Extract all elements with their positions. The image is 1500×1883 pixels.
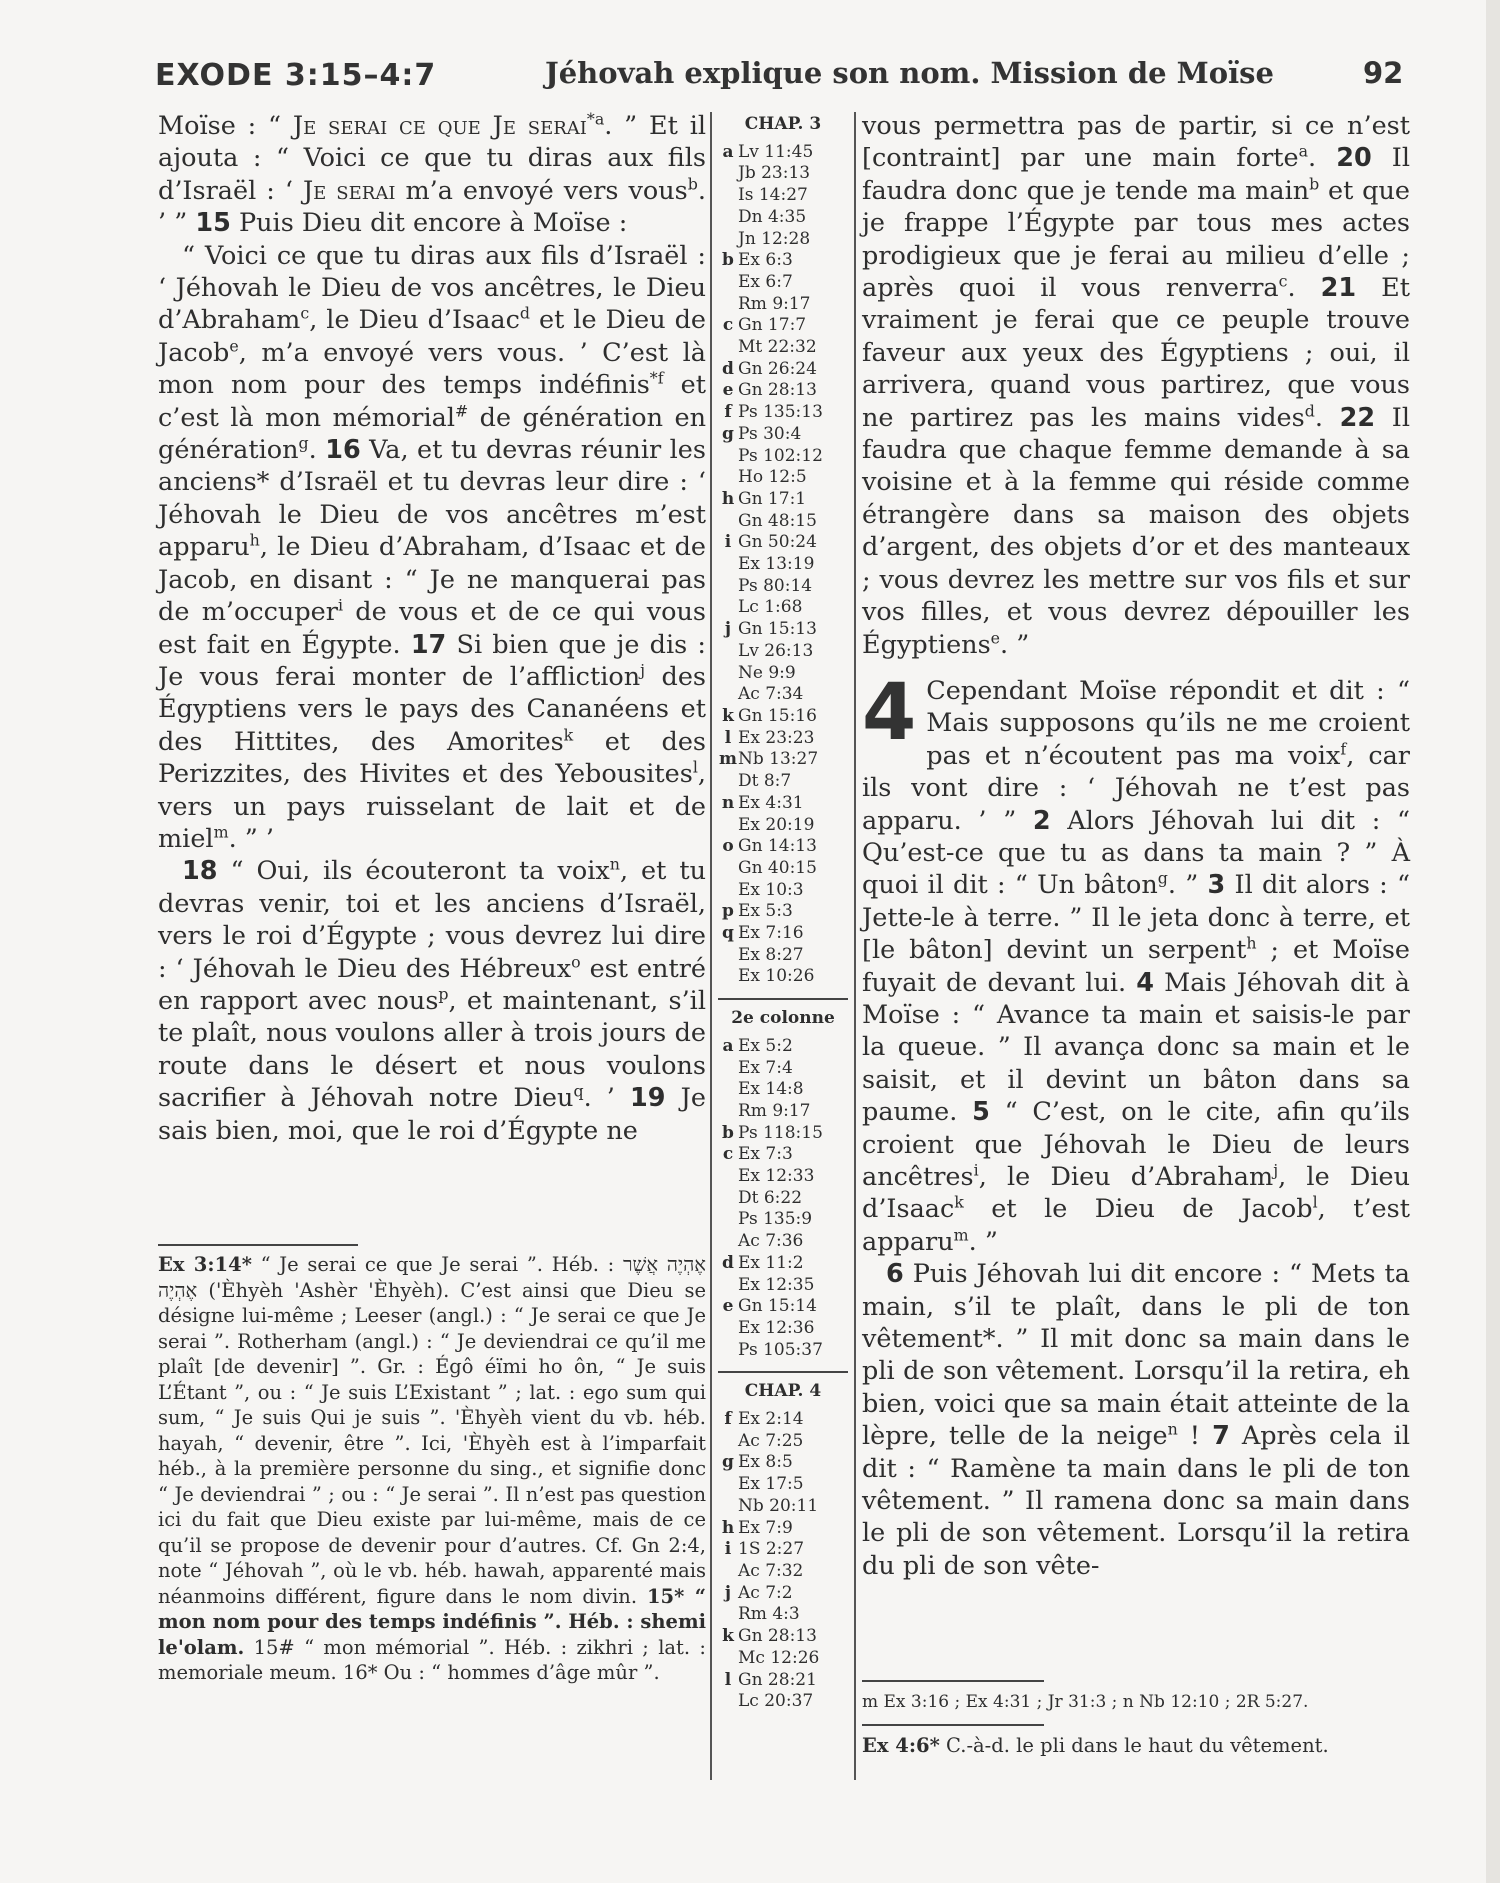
xref-reference-link[interactable]: Ps 30:4 — [738, 423, 802, 444]
xref-entry[interactable] — [718, 728, 848, 750]
footnote-marker: b — [687, 174, 698, 194]
xref-reference-link[interactable]: Ex 17:5 — [738, 1474, 804, 1495]
xref-letter — [718, 1079, 738, 1101]
xref-letter: i — [724, 532, 732, 553]
paragraph-3-18: 18 “ Oui, ils écouteront ta voix$^n$, et tu devras venir, toi et les anciens d’Israël, vers le roi d’Égypte ; vous devrez lui dire : ‘ Jéhovah le Dieu des Hébreux$^o$ est entré en rapport avec nous$^p$, et maintenant, s’il te plaît, nous voulons aller à trois jours de route dans le désert et nous voulons sacrifier à Jéhovah notre Dieu$^q$. ’ 19 Je sais bien, moi, que le roi d’Égypte ne — [158, 854, 706, 1146]
xref-entry[interactable] — [718, 1275, 848, 1297]
xref-reference-link[interactable]: Gn 15:13 — [738, 619, 817, 640]
xref-letter: h — [721, 1517, 735, 1538]
footnote-text-ex4-6: C.-à-d. le pli dans le haut du vêtement. — [946, 1734, 1329, 1757]
xref-reference-link[interactable]: Ex 23:23 — [738, 727, 815, 748]
footnote-refs-m-n: m Ex 3:16 ; Ex 4:31 ; Jr 31:3 ; n Nb 12:10 ; 2R 5:27. — [862, 1692, 1309, 1712]
xref-entry[interactable] — [718, 1079, 848, 1101]
xref-letter: g — [722, 423, 734, 444]
xref-reference-link[interactable]: Gn 28:21 — [738, 1669, 817, 1690]
footnote-marker: j — [640, 660, 646, 680]
xref-letter: l — [724, 1669, 732, 1690]
xref-letter: a — [722, 1035, 734, 1056]
verse-number: 19 — [630, 1083, 666, 1114]
xref-reference-link[interactable]: Nb 13:27 — [738, 749, 819, 770]
xref-reference-link[interactable]: Ex 7:4 — [738, 1057, 793, 1078]
xref-entry[interactable] — [718, 619, 848, 641]
xref-entry[interactable] — [718, 1340, 848, 1362]
xref-letter — [718, 1604, 738, 1626]
xref-entry[interactable] — [718, 1539, 848, 1561]
xref-reference-link[interactable]: Gn 15:14 — [738, 1296, 817, 1317]
divine-name-phrase: Je serai — [302, 175, 396, 206]
xref-letter: e — [722, 380, 734, 401]
xref-reference-link[interactable]: Ex 8:5 — [738, 1452, 793, 1473]
xref-entry[interactable] — [718, 749, 848, 771]
xref-letter: a — [722, 141, 734, 162]
xref-letter — [718, 1561, 738, 1583]
paragraph-3-15: “ Voici ce que tu diras aux fils d’Israël : ‘ Jéhovah le Dieu de vos ancêtres, le Dieu d’Abraham$^c$, le Dieu d’Isaac$^d$ et le Dieu de Jacob$^e$, m’a envoyé vers vous. ’ C’est là mon nom pour des temps indéfinis$^{*f}$ et c’est là mon mémorial# de génération en génération$^g$. 16 Va, et tu devras réunir les anciens* d’Israël et tu devras leur dire : ‘ Jéhovah le Dieu de vos ancêtres m’est apparu$^h$, le Dieu d’Abraham, d’Isaac et de Jacob, en disant : “ Je ne manquerai pas de m’occuper$^i$ de vous et de ce qui vous est fait en Égypte. 17 Si bien que je dis : Je vous ferai monter de l’affliction$^j$ des Égyptiens vers le pays des Cananéens et des Hittites, des Amorites$^k$ et des Perizzites, des Hivites et des Yebousites$^l$, vers un pays ruisselant de lait et de miel$^m$. ” ’ — [158, 240, 707, 854]
xref-heading: CHAP. 3 — [744, 114, 822, 134]
xref-separator — [718, 998, 848, 1000]
xref-entry[interactable] — [718, 576, 848, 598]
footnote-marker: m — [213, 822, 229, 842]
xref-reference-link[interactable]: Ex 2:14 — [738, 1409, 804, 1430]
xref-letter — [718, 511, 738, 533]
xref-reference-link[interactable]: Jn 12:28 — [738, 228, 811, 249]
chapter-number: 4 — [862, 667, 917, 758]
footnote-marker: e — [990, 628, 1001, 647]
xref-letter: e — [722, 1296, 734, 1317]
xref-entry[interactable] — [718, 402, 848, 424]
xref-reference-link[interactable]: Ex 12:33 — [738, 1166, 815, 1187]
xref-letter — [718, 576, 738, 598]
xref-reference-link[interactable]: Lc 1:68 — [738, 597, 803, 618]
xref-reference-link[interactable]: Lv 11:45 — [738, 141, 814, 162]
xref-heading: 2e colonne — [731, 1008, 835, 1029]
xref-letter: l — [724, 727, 732, 748]
xref-entry[interactable] — [718, 1144, 848, 1166]
footnote-marker: g — [1157, 868, 1168, 888]
footnote-marker: l — [692, 757, 698, 777]
xref-entry[interactable] — [718, 1101, 848, 1123]
xref-entry[interactable] — [718, 1058, 848, 1080]
xref-reference-link[interactable]: Ex 10:26 — [738, 966, 815, 987]
xref-entry[interactable] — [718, 1452, 848, 1474]
xref-entry[interactable] — [718, 597, 848, 619]
xref-reference-link[interactable]: Jb 23:13 — [738, 163, 811, 184]
xref-letter: b — [722, 250, 734, 271]
xref-letter — [718, 1188, 738, 1210]
xref-reference-link[interactable]: Dn 4:35 — [738, 206, 807, 227]
xref-entry[interactable] — [718, 1518, 848, 1540]
footnote-marker: d — [1304, 401, 1315, 421]
xref-reference-link[interactable]: Gn 17:7 — [738, 315, 807, 336]
footnote-marker: e — [229, 336, 239, 356]
verse-number: 20 — [1336, 143, 1372, 174]
xref-entry[interactable] — [718, 359, 848, 381]
xref-reference-link[interactable]: 1S 2:27 — [738, 1539, 805, 1560]
xref-letter — [718, 771, 738, 793]
xref-letter — [718, 163, 738, 185]
xref-letter — [718, 641, 738, 663]
xref-entry[interactable] — [718, 641, 848, 663]
xref-reference-link[interactable]: Ex 14:8 — [738, 1079, 804, 1100]
xref-reference-link[interactable]: Gn 14:13 — [738, 836, 817, 857]
xref-reference-link[interactable]: Ex 5:3 — [738, 901, 793, 922]
xref-letter — [718, 1474, 738, 1496]
verse-number: 3 — [1207, 870, 1226, 901]
footnote-rule-right-2 — [862, 1724, 1044, 1726]
xref-letter — [718, 966, 738, 988]
running-head-reference: EXODE 3:15–4:7 — [155, 58, 437, 93]
xref-entry[interactable] — [718, 142, 848, 164]
xref-reference-link[interactable]: Ex 10:3 — [738, 879, 804, 900]
xref-letter: j — [724, 1582, 732, 1603]
xref-reference-link[interactable]: Ac 7:36 — [738, 1231, 804, 1252]
xref-entry[interactable] — [718, 1296, 848, 1318]
xref-entry[interactable] — [718, 793, 848, 815]
xref-entry[interactable] — [718, 1188, 848, 1210]
xref-letter — [718, 1101, 738, 1123]
xref-entry[interactable] — [718, 1318, 848, 1340]
xref-letter — [718, 337, 738, 359]
xref-reference-link[interactable]: Ps 135:13 — [738, 402, 823, 423]
footnote-text-ex3-14: “ Je serai ce que Je serai ”. Héb. : אֶהְיֶה אֲשֶׁר אֶהְיֶה ('Èhyèh 'Ashèr 'Èhyèh). C’est ainsi que Dieu se désigne lui-même ; Leeser (angl.) : “ Je serai ce que Je serai ”. Rotherham (angl.) : “ Je deviendrai ce qu’il me plaît [de devenir] ”. Gr. : Égô éïmi ho ôn, “ Je suis L’Étant ”, ou : “ Je suis L’Existant ” ; lat. : ego sum qui sum, “ Je suis Qui je suis ”. 'Èhyèh vient du vb. héb. hayah, “ devenir, être ”. Ici, 'Èhyèh est à l’imparfait héb., à la première personne du sing., et signifie donc “ Je deviendrai ” ; ou : “ Je serai ”. Il n’est pas question ici du fait que Dieu existe par lui-même, mais de ce qu’il se propose de devenir pour d’autres. Cf. Gn 2:4, note “ Jéhovah ”, où le vb. héb. hawah, apparenté mais néanmoins différent, figure dans le nom divin. — [158, 1253, 706, 1608]
xref-letter — [718, 1058, 738, 1080]
xref-reference-link[interactable]: Mc 12:26 — [738, 1647, 820, 1668]
footnote-marker: n — [1167, 1419, 1178, 1439]
xref-entry[interactable] — [718, 380, 848, 402]
xref-letter — [718, 1431, 738, 1453]
xref-reference-link[interactable]: Ex 6:7 — [738, 271, 793, 292]
paragraph-chapter-4 — [862, 667, 1411, 1258]
footnote-marker: m — [953, 1225, 969, 1245]
xref-entry[interactable] — [718, 771, 848, 793]
xref-reference-link[interactable]: Rm 4:3 — [738, 1604, 800, 1625]
xref-letter: j — [724, 619, 732, 640]
footnote-marker: c — [1278, 271, 1288, 291]
xref-reference-link[interactable]: Nb 20:11 — [738, 1495, 819, 1516]
xref-letter — [718, 880, 738, 902]
xref-letter — [718, 684, 738, 706]
xref-entry[interactable] — [718, 532, 848, 554]
xref-letter — [718, 1318, 738, 1340]
xref-entry[interactable] — [718, 163, 848, 185]
footnote-marker: f — [1340, 739, 1347, 759]
xref-reference-link[interactable]: Ex 13:19 — [738, 554, 815, 575]
xref-entry[interactable] — [718, 684, 848, 706]
xref-entry[interactable] — [718, 1431, 848, 1453]
xref-reference-link[interactable]: Ex 12:35 — [738, 1274, 815, 1295]
footnotes-left — [158, 1252, 706, 1686]
xref-letter: b — [722, 1122, 734, 1143]
xref-reference-link[interactable]: Lc 20:37 — [738, 1691, 814, 1712]
xref-entry[interactable] — [718, 1583, 848, 1605]
xref-reference-link[interactable]: Ex 5:2 — [738, 1035, 793, 1056]
xref-reference-link[interactable]: Ex 7:9 — [738, 1517, 793, 1538]
xref-letter: d — [722, 358, 734, 379]
footnote-marker: *a — [586, 109, 605, 129]
column-divider-left — [710, 112, 712, 1780]
xref-reference-link[interactable]: Ac 7:25 — [738, 1430, 804, 1451]
xref-letter — [718, 858, 738, 880]
verse-number: 18 — [182, 856, 218, 887]
cross-reference-column — [718, 110, 848, 1713]
xref-entry[interactable] — [718, 1036, 848, 1058]
verse-number: 7 — [1212, 1421, 1230, 1452]
verse-number: 6 — [886, 1259, 904, 1290]
xref-entry[interactable] — [718, 1231, 848, 1253]
footnote-marker: l — [1312, 1192, 1318, 1212]
xref-letter: g — [722, 1452, 734, 1473]
xref-letter — [718, 1340, 738, 1362]
footnote-marker: n — [609, 854, 620, 874]
xref-reference-link[interactable]: Ex 7:16 — [738, 923, 804, 944]
footnote-marker: k — [563, 725, 574, 745]
xref-separator — [718, 1371, 848, 1373]
verse-number: 16 — [325, 435, 361, 466]
xref-entry[interactable] — [718, 923, 848, 945]
xref-letter: k — [722, 705, 734, 726]
xref-reference-link[interactable]: Ex 6:3 — [738, 250, 793, 271]
xref-letter: k — [722, 1626, 734, 1647]
xref-letter — [718, 1648, 738, 1670]
footnote-marker: b — [1309, 174, 1320, 194]
footnote-marker: a — [1298, 141, 1309, 161]
xref-reference-link[interactable]: Ac 7:2 — [738, 1582, 793, 1603]
chapter-4-text: Cependant Moïse répondit et dit : “ Mais supposons qu’ils ne me croient pas et n’écoutent pas ma voix$^f$, car ils vont dire : ‘ Jéhovah ne t’est pas apparu. ’ ” 2 Alors Jéhovah lui dit : “ Qu’est-ce que tu as dans ta main ? ” À quoi il dit : “ Un bâton$^g$. ” 3 Il dit alors : “ Jette-le à terre. ” Il le jeta donc à terre, et [le bâton] devint un serpent$^h$ ; et Moïse fuyait de devant lui. 4 Mais Jéhovah dit à Moïse : “ Avance ta main et saisis-le par la queue. ” Il avança donc sa main et le saisit, et il devint un bâton dans sa paume. 5 “ C’est, on le cite, afin qu’ils croient que Jéhovah le Dieu de leurs ancêtres$^i$, le Dieu d’Abraham$^j$, le Dieu d’Isaac$^k$ et le Dieu de Jacob$^l$, t’est apparu$^m$. ” — [862, 675, 1411, 1257]
xref-entry[interactable] — [718, 945, 848, 967]
xref-heading: CHAP. 4 — [744, 1381, 822, 1402]
xref-entry[interactable] — [718, 424, 848, 446]
footnote-15-star: 15* “ mon nom pour des temps indéfinis ”. Héb. : shemi le'olam. — [158, 1584, 706, 1659]
xref-entry[interactable] — [718, 1166, 848, 1188]
xref-reference-link[interactable]: Ps 118:15 — [738, 1122, 823, 1143]
xref-entry[interactable] — [718, 207, 848, 229]
xref-reference-link[interactable]: Ps 135:9 — [738, 1209, 813, 1230]
xref-letter — [718, 1691, 738, 1713]
xref-reference-link[interactable]: Rm 9:17 — [738, 1100, 811, 1121]
xref-letter — [718, 207, 738, 229]
xref-reference-link[interactable]: Lv 26:13 — [738, 640, 814, 661]
xref-letter — [718, 1496, 738, 1518]
verse-number: 5 — [972, 1097, 990, 1128]
xref-entry[interactable] — [718, 185, 848, 207]
footnote-16-star: 16* Ou : “ hommes d’âge mûr ”. — [342, 1661, 660, 1684]
xref-letter: i — [724, 1539, 732, 1560]
footnote-marker: o — [571, 952, 581, 972]
xref-letter: q — [722, 923, 734, 944]
xref-reference-link[interactable]: Ex 8:27 — [738, 944, 804, 965]
xref-letter — [718, 1209, 738, 1231]
xref-entry[interactable] — [718, 315, 848, 337]
xref-entry[interactable] — [718, 489, 848, 511]
xref-letter: f — [724, 1409, 732, 1430]
xref-letter — [718, 185, 738, 207]
xref-letter — [718, 294, 738, 316]
xref-reference-link[interactable]: Gn 26:24 — [738, 358, 817, 379]
xref-reference-link[interactable]: Ps 105:37 — [738, 1339, 823, 1360]
xref-entry[interactable] — [718, 1253, 848, 1275]
verse-number: 21 — [1320, 273, 1357, 304]
xref-letter: n — [721, 792, 735, 813]
verse-number: 2 — [1032, 805, 1051, 836]
xref-letter: c — [722, 1144, 734, 1165]
xref-reference-link[interactable]: Gn 40:15 — [738, 857, 817, 878]
xref-letter — [718, 446, 738, 468]
xref-entry[interactable] — [718, 467, 848, 489]
xref-entry[interactable] — [718, 663, 848, 685]
xref-entry[interactable] — [718, 1123, 848, 1145]
xref-reference-link[interactable]: Ex 20:19 — [738, 814, 815, 835]
xref-reference-link[interactable]: Ex 11:2 — [738, 1252, 804, 1273]
xref-entry[interactable] — [718, 1209, 848, 1231]
xref-reference-link[interactable]: Ex 7:3 — [738, 1144, 793, 1165]
verse-number: 17 — [410, 629, 447, 660]
xref-letter: o — [722, 836, 734, 857]
xref-entry[interactable] — [718, 1648, 848, 1670]
xref-letter: p — [722, 901, 734, 922]
xref-entry[interactable] — [718, 1496, 848, 1518]
xref-reference-link[interactable]: Gn 48:15 — [738, 510, 817, 531]
xref-entry[interactable] — [718, 229, 848, 251]
footnote-marker: c — [300, 303, 310, 323]
verse-number: 15 — [195, 208, 231, 239]
xref-entry[interactable] — [718, 1626, 848, 1648]
verse-number: 22 — [1339, 402, 1376, 433]
footnote-marker: # — [454, 401, 469, 421]
xref-reference-link[interactable]: Dt 6:22 — [738, 1187, 803, 1208]
xref-reference-link[interactable]: Ps 80:14 — [738, 575, 813, 596]
xref-letter — [718, 467, 738, 489]
xref-entry[interactable] — [718, 1561, 848, 1583]
page-number: 92 — [1363, 56, 1404, 90]
xref-letter — [718, 554, 738, 576]
footnote-marker: d — [519, 303, 531, 323]
xref-entry[interactable] — [718, 294, 848, 316]
xref-reference-link[interactable]: Gn 28:13 — [738, 1626, 817, 1647]
xref-reference-link[interactable]: Ac 7:34 — [738, 684, 804, 705]
xref-entry[interactable] — [718, 1474, 848, 1496]
xref-reference-link[interactable]: Gn 15:16 — [738, 705, 817, 726]
xref-entry[interactable] — [718, 858, 848, 880]
xref-entry[interactable] — [718, 1604, 848, 1626]
xref-reference-link[interactable]: Dt 8:7 — [738, 771, 792, 792]
xref-letter: c — [722, 315, 734, 336]
footnote-marker: q — [573, 1081, 584, 1101]
footnote-label-ex3-14: Ex 3:14* — [158, 1253, 252, 1276]
xref-reference-link[interactable]: Ac 7:32 — [738, 1561, 804, 1581]
text-column-1 — [158, 110, 706, 1147]
xref-reference-link[interactable]: Gn 28:13 — [738, 380, 817, 401]
xref-entry[interactable] — [718, 815, 848, 837]
xref-letter — [718, 272, 738, 294]
footnote-marker: h — [1246, 933, 1257, 953]
footnote-rule-left — [158, 1244, 358, 1246]
xref-entry[interactable] — [718, 337, 848, 359]
paragraph-3-14: Moïse : “ Je serai ce que Je serai$^{*a}$. ” Et il ajouta : “ Voici ce que tu diras aux fils d’Israël : ‘ Je serai m’a envoyé vers vous$^b$. ’ ” 15 Puis Dieu dit encore à Moïse : — [158, 109, 707, 239]
xref-letter: f — [724, 402, 732, 423]
page-edge — [1486, 0, 1500, 1883]
xref-reference-link[interactable]: Rm 9:17 — [738, 293, 811, 314]
paragraph-3-19-cont: vous permettra pas de partir, si ce n’est [contraint] par une main forte$^a$. 20 Il faudra donc que je tende ma main$^b$ et que je frappe l’Égypte par tous mes actes prodigieux que je ferai au milieu d’elle ; après quoi il vous renverra$^c$. 21 Et vraiment je ferai que ce peuple trouve faveur aux yeux des Égyptiens ; oui, il arrivera, quand vous partirez, que vous ne partirez pas les mains vides$^d$. 22 Il faudra que chaque femme demande à sa voisine et à la femme qui réside comme étrangère dans sa maison des objets d’argent, des objets d’or et des manteaux ; vous devrez les mettre sur vos fils et sur vos filles, et vous devrez dépouiller les Égyptiens$^e$. ” — [862, 111, 1411, 660]
footnote-15-hash: 15# “ mon mémorial ”. Héb. : zikhri ; lat. : memoriale meum. — [158, 1635, 706, 1684]
xref-reference-link[interactable]: Ex 4:31 — [738, 792, 804, 813]
xref-entry[interactable] — [718, 554, 848, 576]
footnote-marker: j — [1273, 1160, 1279, 1180]
xref-reference-link[interactable]: Gn 50:24 — [738, 532, 817, 553]
xref-reference-link[interactable]: Ex 12:36 — [738, 1317, 815, 1338]
footnote-marker: *f — [649, 368, 664, 388]
xref-letter — [718, 597, 738, 619]
verse-number: 4 — [1136, 967, 1154, 998]
xref-entry[interactable] — [718, 1409, 848, 1431]
xref-entry[interactable] — [718, 250, 848, 272]
xref-entry[interactable] — [718, 1691, 848, 1713]
xref-entry[interactable] — [718, 880, 848, 902]
footnote-marker: i — [337, 595, 343, 615]
xref-entry[interactable] — [718, 836, 848, 858]
xref-entry[interactable] — [718, 706, 848, 728]
xref-entry[interactable] — [718, 272, 848, 294]
footnote-marker: p — [438, 984, 449, 1004]
xref-reference-link[interactable]: Ho 12:5 — [738, 467, 807, 488]
footnotes-right — [862, 1733, 1410, 1759]
text-column-2 — [862, 110, 1410, 1582]
xref-letter: d — [722, 1252, 734, 1273]
xref-entry[interactable] — [718, 966, 848, 988]
footnote-rule-right-1 — [862, 1680, 1044, 1682]
xref-letter: m — [719, 749, 737, 770]
xref-letter: h — [721, 488, 735, 509]
footnote-marker: g — [298, 433, 309, 453]
xref-letter — [718, 945, 738, 967]
xref-reference-link[interactable]: Ne 9:9 — [738, 662, 796, 683]
footnote-marker: k — [954, 1192, 964, 1212]
xref-entry[interactable] — [718, 446, 848, 468]
xref-letter — [718, 1275, 738, 1297]
column-divider-right — [854, 112, 856, 1780]
xref-reference-link[interactable]: Is 14:27 — [738, 185, 808, 206]
xref-letter — [718, 663, 738, 685]
paragraph-4-6: 6 Puis Jéhovah lui dit encore : “ Mets ta main, s’il te plaît, dans le pli de ton vêtement*. ” Il mit donc sa main dans le pli de son vêtement. Lorsqu’il la retira, eh bien, voici que sa main était atteinte de la lèpre, telle de la neige$^n$ ! 7 Après cela il dit : “ Ramène ta main dans le pli de ton vêtement. ” Il ramena donc sa main dans le pli de son vêtement. Lorsqu’il la retira du pli de son vête- — [862, 1259, 1410, 1581]
xref-letter — [718, 815, 738, 837]
xref-reference-link[interactable]: Gn 17:1 — [738, 488, 807, 509]
running-head-title: Jéhovah explique son nom. Mission de Moïse — [545, 56, 1274, 90]
xref-letter — [718, 1166, 738, 1188]
xref-letter — [718, 229, 738, 251]
xref-entry[interactable] — [718, 511, 848, 533]
footnote-marker: i — [973, 1160, 979, 1180]
xref-entry[interactable] — [718, 1670, 848, 1692]
xref-letter — [718, 1231, 738, 1253]
footnote-label-ex4-6: Ex 4:6* — [862, 1734, 940, 1757]
divine-name-phrase: Je serai ce que Je serai — [292, 111, 587, 141]
xref-entry[interactable] — [718, 901, 848, 923]
xref-reference-link[interactable]: Ps 102:12 — [738, 445, 823, 466]
footnote-marker: h — [249, 530, 260, 550]
xref-reference-link[interactable]: Mt 22:32 — [738, 337, 817, 358]
